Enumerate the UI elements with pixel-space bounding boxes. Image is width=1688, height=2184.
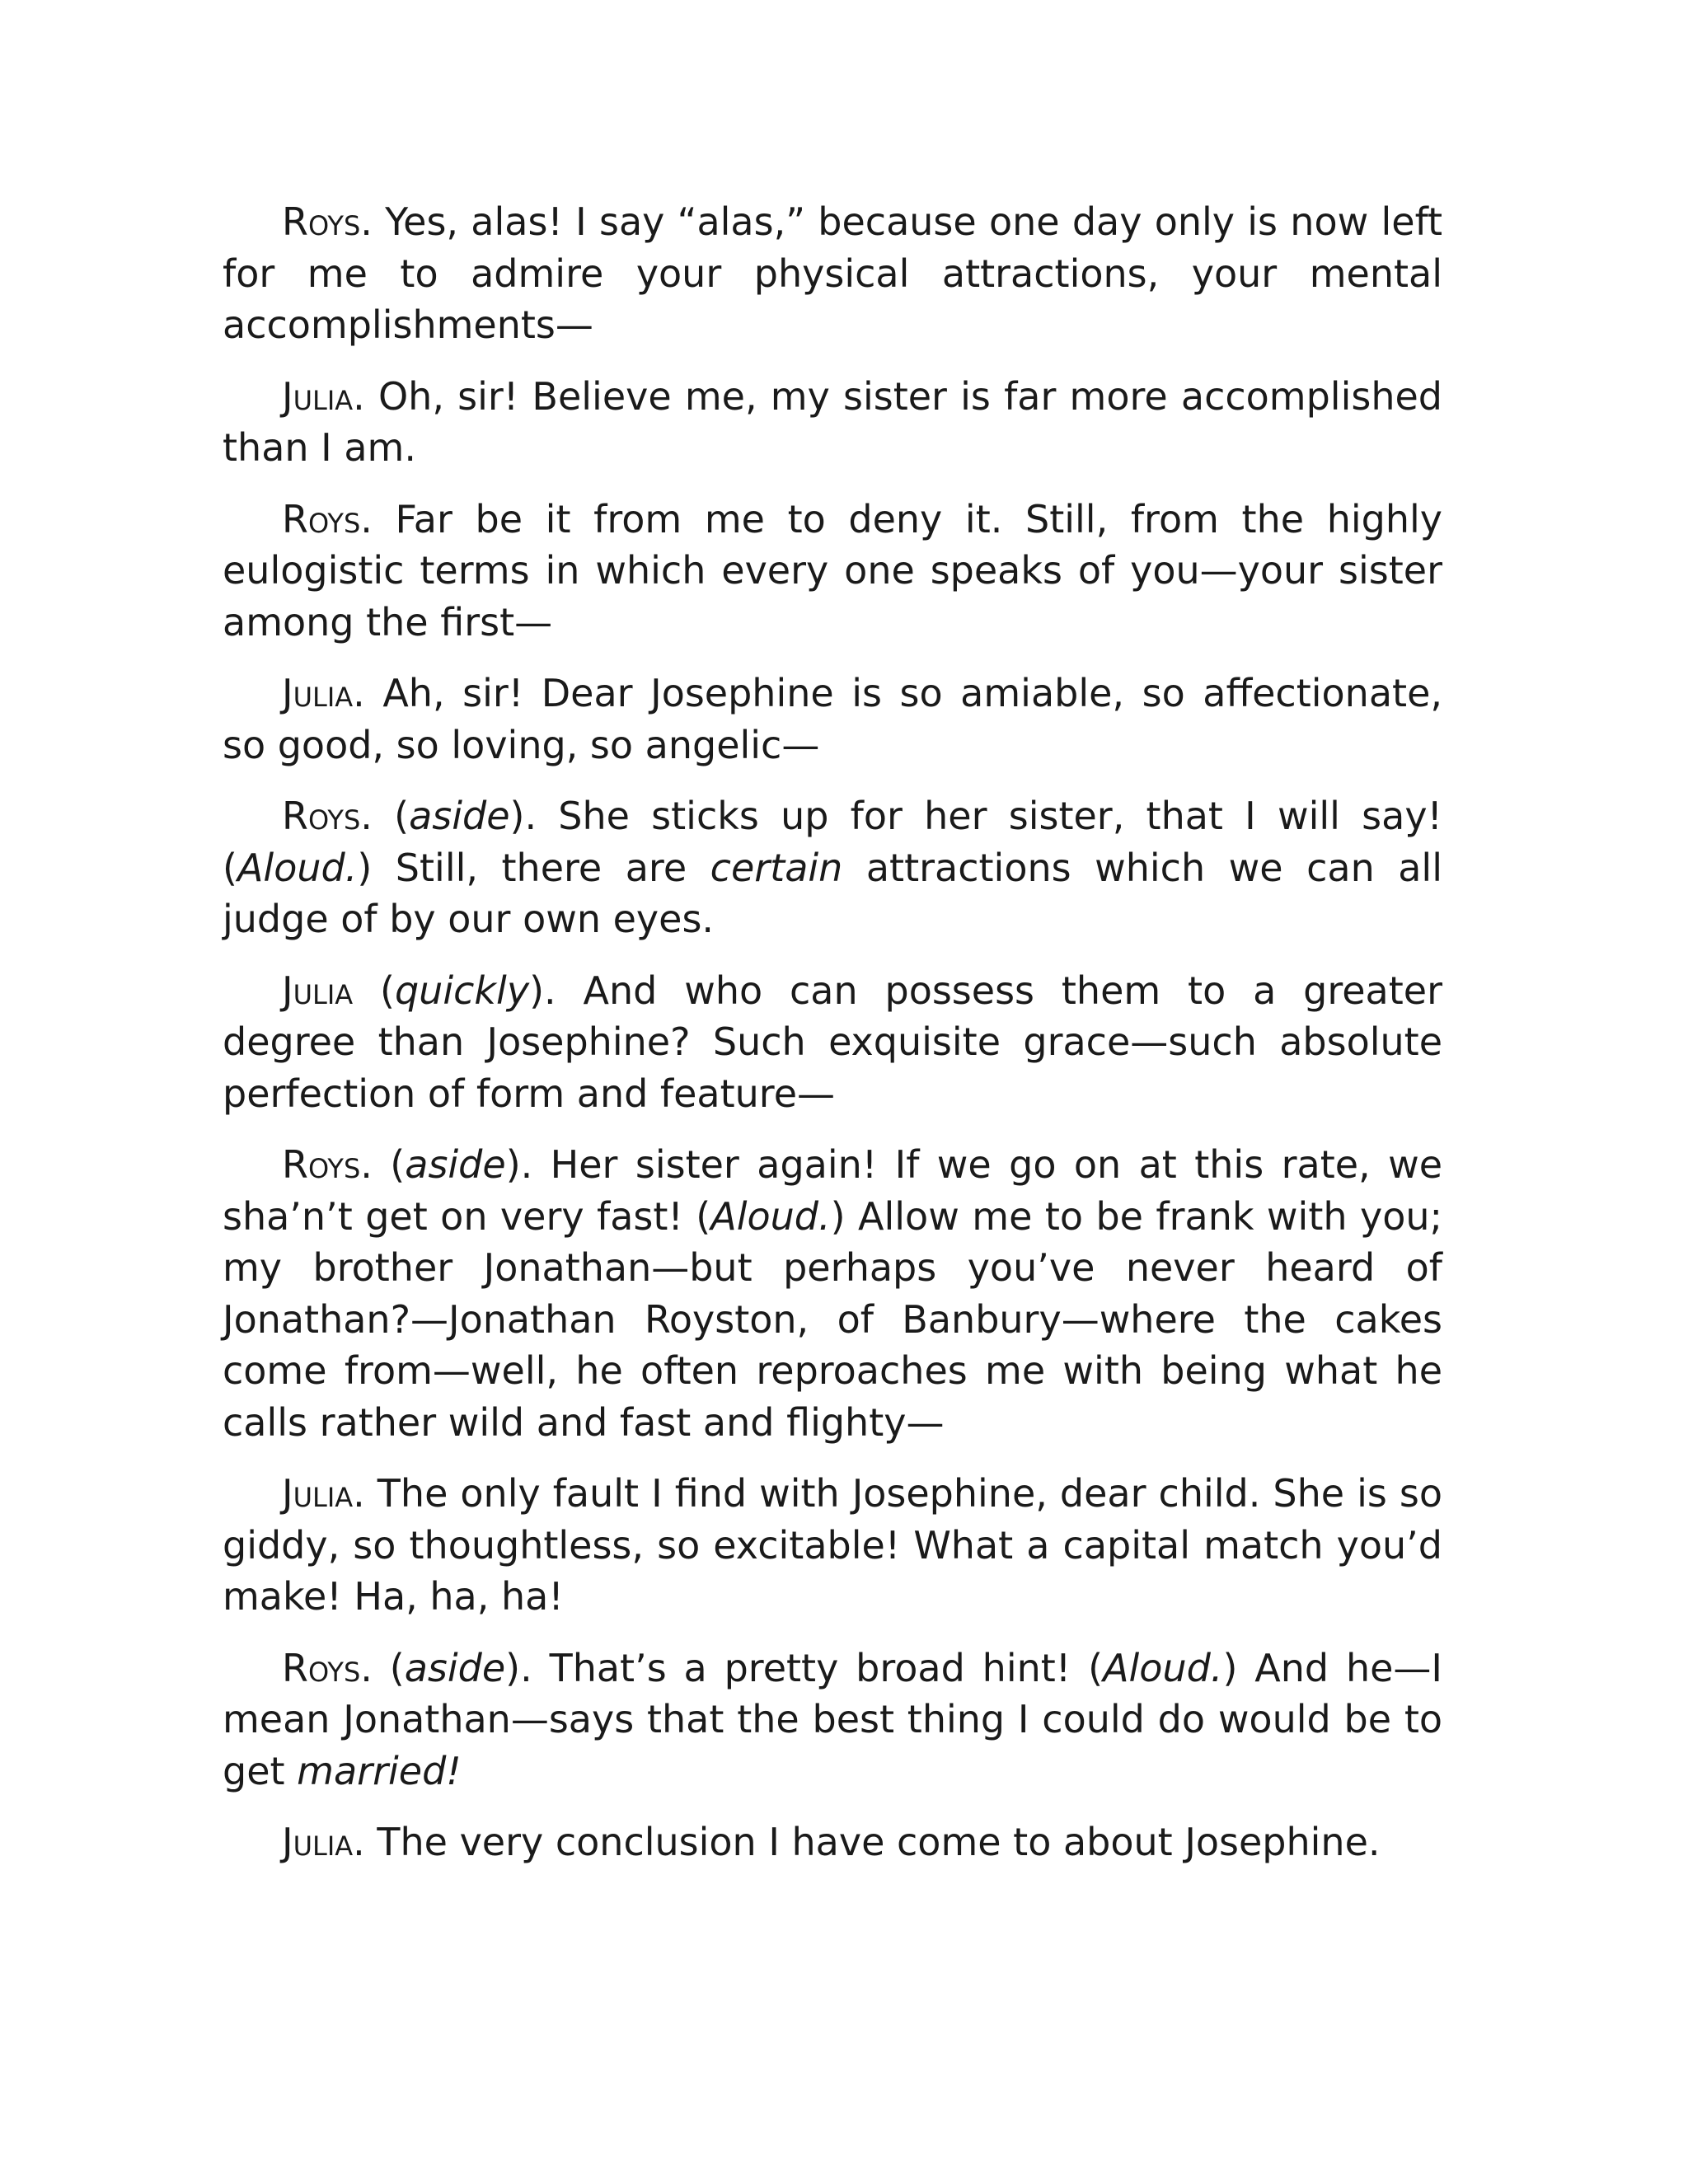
dialogue-text: . Oh, sir! Believe me, my sister is far more accomplished than I am.	[223, 373, 1442, 470]
dialogue-text: . The only fault I find with Josephine, dear child. She is so giddy, so thoughtless, so excitable! What a capital match you’d make! Ha, ha, ha!	[223, 1471, 1442, 1619]
dialogue-text: ) And he—I mean Jonathan—says that the best thing I could do would be to get	[223, 1645, 1442, 1793]
dialogue-paragraph	[223, 371, 1442, 474]
emphasis-text: certain	[710, 845, 843, 890]
speaker-name: Julia	[282, 671, 354, 715]
dialogue-text: ). She sticks up for her sister, that I will say! (	[223, 794, 1442, 890]
stage-direction: quickly	[394, 968, 530, 1013]
dialogue-text: . (	[360, 1142, 406, 1187]
dialogue-paragraph	[223, 494, 1442, 649]
stage-direction: aside	[405, 1142, 506, 1187]
speaker-name: Julia	[282, 1820, 354, 1864]
dialogue-text: ). And who can possess them to a greater degree than Josephine? Such exquisite grace—such absolute perfection of form and feature—	[223, 968, 1442, 1116]
dialogue-text: ). That’s a pretty broad hint! (	[505, 1645, 1104, 1690]
speaker-name: Roys	[282, 199, 361, 244]
speaker-name: Roys	[282, 794, 361, 838]
dialogue-text: . (	[360, 794, 410, 838]
dialogue-text: . (	[360, 1645, 405, 1690]
dialogue-paragraph	[223, 1468, 1442, 1623]
stage-direction: Aloud.	[1103, 1645, 1223, 1690]
dialogue-text: attractions which we can all judge of by our own eyes.	[223, 845, 1442, 941]
dialogue-paragraph	[223, 1139, 1442, 1448]
speaker-name: Roys	[282, 1645, 361, 1690]
dialogue-text: . The very conclusion I have come to about Josephine.	[353, 1820, 1381, 1864]
emphasis-text: married!	[297, 1748, 462, 1793]
stage-direction: aside	[404, 1645, 506, 1690]
document-page	[223, 196, 1442, 1888]
dialogue-text: (	[353, 968, 395, 1013]
dialogue-text: . Yes, alas! I say “alas,” because one day only is now left for me to admire your physical attractions, your mental accomplishments—	[223, 199, 1442, 347]
dialogue-text: ) Still, there are	[357, 845, 710, 890]
dialogue-text: ). Her sister again! If we go on at this rate, we sha’n’t get on very fast! (	[223, 1142, 1442, 1239]
dialogue-paragraph	[223, 668, 1442, 771]
stage-direction: Aloud.	[237, 845, 358, 890]
speaker-name: Julia	[282, 373, 354, 419]
stage-direction: Aloud.	[710, 1193, 831, 1239]
speaker-name: Roys	[282, 496, 361, 541]
dialogue-paragraph	[223, 1816, 1442, 1868]
dialogue-paragraph	[223, 790, 1442, 945]
speaker-name: Roys	[282, 1142, 361, 1187]
stage-direction: aside	[409, 794, 510, 838]
dialogue-text: . Far be it from me to deny it. Still, from the highly eulogistic terms in which every one speaks of you—your sister among the first—	[223, 496, 1442, 644]
speaker-name: Julia	[282, 968, 354, 1013]
dialogue-text: ) Allow me to be frank with you; my brother Jonathan—but perhaps you’ve never heard of Jonathan?—Jonathan Royston, of Banbury—where the cakes come from—well, he often reproaches me with being what he calls rather wild and fast and flighty—	[223, 1193, 1442, 1445]
speaker-name: Julia	[282, 1471, 354, 1516]
dialogue-paragraph	[223, 965, 1442, 1120]
dialogue-paragraph	[223, 196, 1442, 351]
dialogue-text: . Ah, sir! Dear Josephine is so amiable, so affectionate, so good, so loving, so angelic—	[223, 671, 1442, 767]
dialogue-paragraph	[223, 1643, 1442, 1797]
